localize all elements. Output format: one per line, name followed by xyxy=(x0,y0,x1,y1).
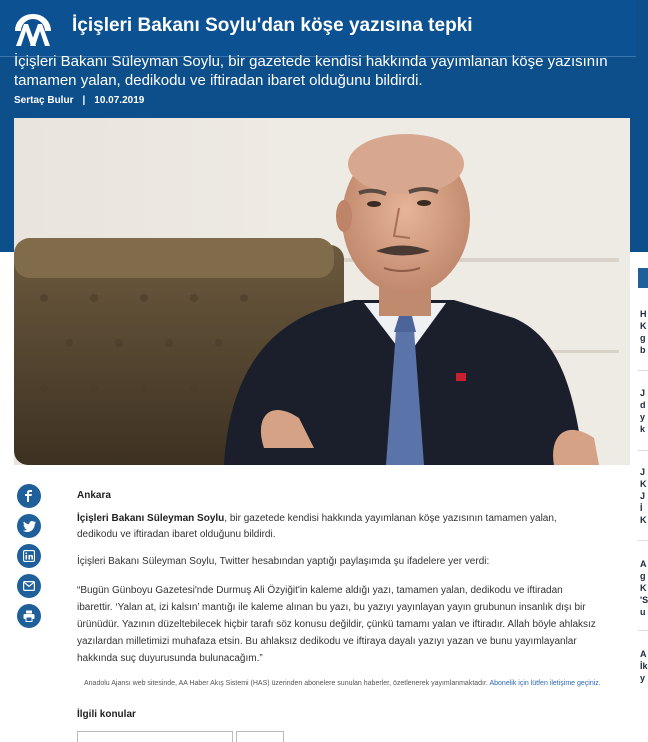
byline-separator: | xyxy=(82,95,86,106)
article-paragraph-1 xyxy=(77,511,597,543)
dateline-city: Ankara xyxy=(77,490,111,501)
email-share-button[interactable] xyxy=(17,574,41,598)
aa-logo-icon[interactable] xyxy=(12,10,54,50)
print-button[interactable] xyxy=(17,604,41,628)
header-edge xyxy=(636,0,648,56)
twitter-icon xyxy=(23,521,36,532)
sidebar-divider xyxy=(638,630,648,631)
facebook-share-button[interactable] xyxy=(17,484,41,508)
article-quote: “Bugün Günboyu Gazetesi'nde Durmuş Ali Özyiğit'in kaleme aldığı yazı, tamamen yalan, dedikodu ve iftiradan ibarettir. ‘Yalan at, izi kalsın’ mantığı ile kaleme alınan bu yazı, bu yazıyı yayınlayan yayın grubunun insanlık dışı bir ürünüdür. Yazının düzeltebilecek hiçbir tarafı söz konusu değildir, çünkü tamamı yalan ve iftiradır. Allah böyle ahlaksız yazılardan milletimizi muhafaza etsin. Bu ahlaksız dedikodu ve iftiraya dayalı yazıyı yazan ve bunu yayımlayanlar hakkında suç duyurusunda bulunacağım.” xyxy=(77,585,596,664)
related-topic-tag[interactable] xyxy=(77,731,233,742)
article-paragraph-2: İçişleri Bakanı Süleyman Soylu, Twitter hesabından yaptığı paylaşımda şu ifadelere yer verdi: xyxy=(77,556,490,567)
sidebar-news-item[interactable]: J K J İ K xyxy=(640,467,647,525)
disclaimer-text: Anadolu Ajansı web sitesinde, AA Haber Akış Sistemi (HAS) üzerinden abonelere sunulan haberler, özetlenerek yayımlanmaktadır. xyxy=(84,680,488,687)
p1-bold-subject: İçişleri Bakanı Süleyman Soylu xyxy=(77,513,225,524)
subscription-link[interactable]: Abonelik için lütfen iletişime geçiniz. xyxy=(489,680,601,687)
p1-rest: , bir gazetede kendisi hakkında yayımlanan köşe yazısının tamamen yalan, dedikodu ve iftiradan ibaret olduğunu bildirdi. xyxy=(77,513,557,540)
sidebar-divider xyxy=(638,450,648,451)
sidebar-news-item[interactable]: A g K 'S u xyxy=(640,559,648,617)
sidebar-news-item[interactable]: J d y k xyxy=(640,388,646,434)
related-topic-tag[interactable] xyxy=(236,731,284,742)
print-icon xyxy=(23,610,35,622)
sidebar-news-item[interactable]: A İk y xyxy=(640,649,648,683)
byline xyxy=(14,95,144,106)
article-lead: İçişleri Bakanı Süleyman Soylu, bir gazetede kendisi hakkında yayımlanan köşe yazısının tamamen yalan, dedikodu ve iftiradan ibaret olduğunu bildirdi. xyxy=(14,53,608,89)
publish-date: 10.07.2019 xyxy=(94,95,145,106)
sidebar-divider xyxy=(638,540,648,541)
facebook-icon xyxy=(23,490,35,502)
article-photo xyxy=(14,118,630,465)
top-bar xyxy=(0,0,636,57)
related-topics-title: İlgili konular xyxy=(77,709,136,720)
sidebar-news-item[interactable]: H K g b xyxy=(640,309,647,355)
author-name[interactable]: Sertaç Bulur xyxy=(14,95,74,106)
linkedin-share-button[interactable] xyxy=(17,544,41,568)
sidebar-header-bar xyxy=(638,268,648,288)
sidebar-related-news xyxy=(638,268,648,736)
email-icon xyxy=(23,581,35,591)
twitter-share-button[interactable] xyxy=(17,514,41,538)
sidebar-divider xyxy=(638,370,648,371)
header-title: İçişleri Bakanı Soylu'dan köşe yazısına tepki xyxy=(72,15,473,36)
linkedin-icon xyxy=(23,550,35,562)
disclaimer xyxy=(84,678,604,689)
